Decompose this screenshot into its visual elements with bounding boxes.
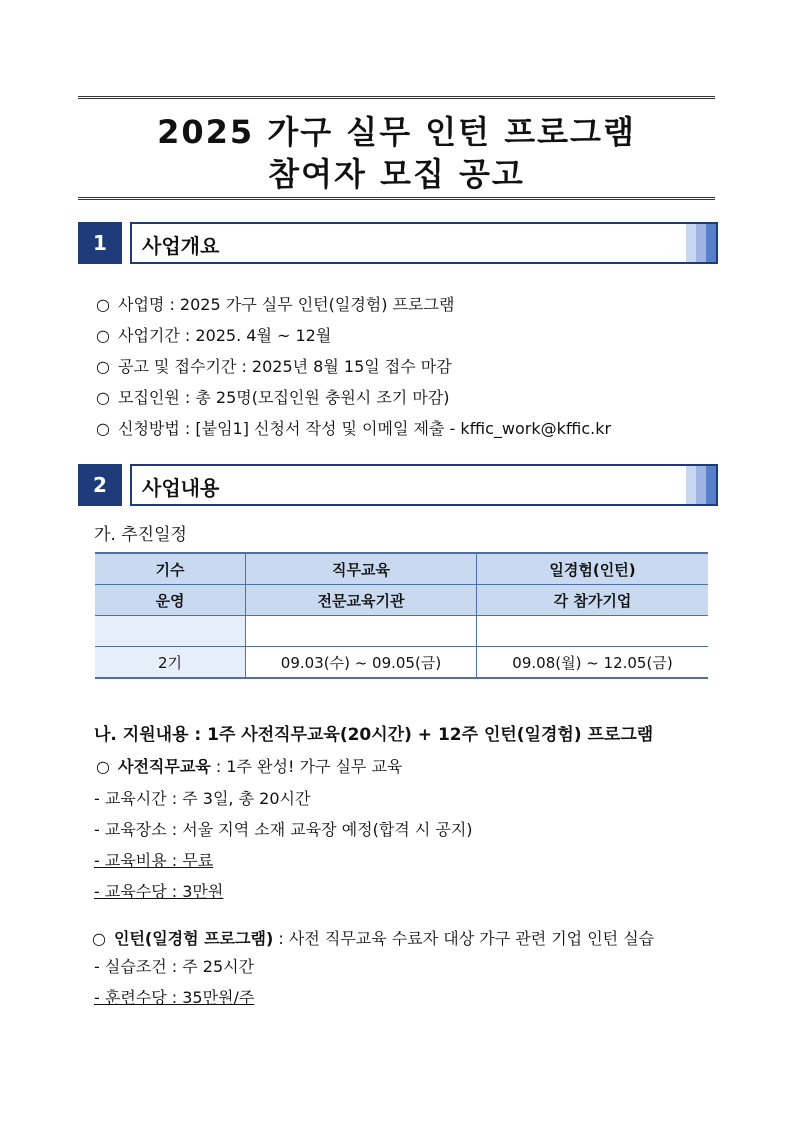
circle-bullet-icon: ○ bbox=[96, 419, 110, 438]
section1-title-bar bbox=[130, 222, 718, 264]
table-header-cell: 각 참가기업 bbox=[477, 585, 709, 616]
schedule-table bbox=[95, 552, 708, 679]
pre-training-allowance: - 교육수당 : 3만원 bbox=[94, 882, 224, 901]
table-header-row bbox=[95, 585, 708, 616]
table-header-cell: 전문교육기관 bbox=[246, 585, 477, 616]
overview-item-period: ○ 사업기간 : 2025. 4월 ~ 12월 bbox=[96, 326, 332, 345]
intern-heading: ○ 인턴(일경험 프로그램) : 사전 직무교육 수료자 대상 가구 관련 기업 인턴 실습 bbox=[92, 929, 655, 948]
pre-training-hours: - 교육시간 : 주 3일, 총 20시간 bbox=[94, 789, 311, 808]
table-cell: 2기 bbox=[95, 647, 246, 679]
table-header-cell: 직무교육 bbox=[246, 553, 477, 585]
document-title-box bbox=[78, 96, 715, 200]
section2-number: 2 bbox=[78, 464, 122, 506]
support-heading: 나. 지원내용 : 1주 사전직무교육(20시간) + 12주 인턴(일경험) 프로그램 bbox=[94, 725, 654, 745]
table-header-cell: 일경험(인턴) bbox=[477, 553, 709, 585]
section2-title-bar bbox=[130, 464, 718, 506]
intern-condition: - 실습조건 : 주 25시간 bbox=[94, 957, 255, 976]
section1-decoration bbox=[686, 224, 716, 262]
table-header-cell: 운영 bbox=[95, 585, 246, 616]
table-header-row bbox=[95, 553, 708, 585]
overview-item-deadline: ○ 공고 및 접수기간 : 2025년 8월 15일 접수 마감 bbox=[96, 357, 452, 376]
table-cell bbox=[95, 616, 246, 647]
document-title-line2: 참여자 모집 공고 bbox=[268, 155, 525, 193]
circle-bullet-icon: ○ bbox=[96, 757, 110, 776]
section2-decoration bbox=[686, 466, 716, 504]
overview-item-headcount: ○ 모집인원 : 총 25명(모집인원 충원시 조기 마감) bbox=[96, 388, 450, 407]
circle-bullet-icon: ○ bbox=[96, 295, 110, 314]
document-title-line1: 2025 가구 실무 인턴 프로그램 bbox=[157, 113, 636, 151]
circle-bullet-icon: ○ bbox=[96, 388, 110, 407]
circle-bullet-icon: ○ bbox=[96, 357, 110, 376]
schedule-heading: 가. 추진일정 bbox=[94, 525, 187, 545]
table-row bbox=[95, 647, 708, 679]
intern-allowance: - 훈련수당 : 35만원/주 bbox=[94, 988, 255, 1007]
section1-header bbox=[78, 222, 716, 264]
circle-bullet-icon: ○ bbox=[96, 326, 110, 345]
pre-training-location: - 교육장소 : 서울 지역 소재 교육장 예정(합격 시 공지) bbox=[94, 820, 473, 839]
table-header-cell: 기수 bbox=[95, 553, 246, 585]
pre-training-heading: ○ 사전직무교육 : 1주 완성! 가구 실무 교육 bbox=[96, 757, 403, 776]
table-cell bbox=[477, 616, 709, 647]
section1-title: 사업개요 bbox=[142, 234, 220, 258]
overview-item-name: ○ 사업명 : 2025 가구 실무 인턴(일경험) 프로그램 bbox=[96, 295, 455, 314]
table-row bbox=[95, 616, 708, 647]
overview-item-apply-method: ○ 신청방법 : [붙임1] 신청서 작성 및 이메일 제출 - kffic_work@kffic.kr bbox=[96, 419, 612, 438]
section2-header bbox=[78, 464, 716, 506]
table-cell bbox=[246, 616, 477, 647]
section2-title: 사업내용 bbox=[142, 476, 220, 500]
table-cell: 09.03(수) ~ 09.05(금) bbox=[246, 647, 477, 679]
circle-bullet-icon: ○ bbox=[92, 929, 106, 948]
section1-number: 1 bbox=[78, 222, 122, 264]
table-cell: 09.08(월) ~ 12.05(금) bbox=[477, 647, 709, 679]
pre-training-cost: - 교육비용 : 무료 bbox=[94, 851, 214, 870]
